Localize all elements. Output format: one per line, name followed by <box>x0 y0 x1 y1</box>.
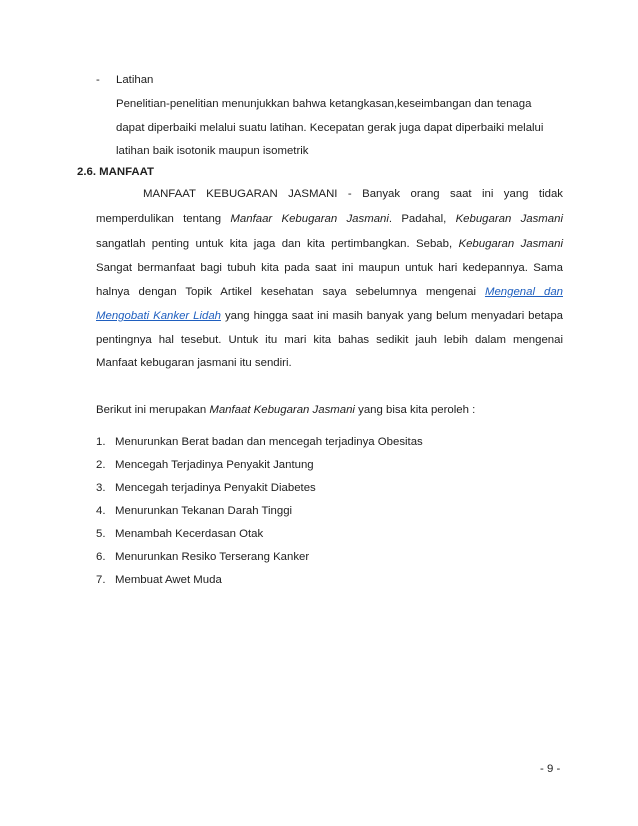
list-number: 5. <box>96 528 106 540</box>
list-item <box>96 459 314 471</box>
list-item <box>96 528 263 540</box>
list-text: Menurunkan Tekanan Darah Tinggi <box>115 505 293 517</box>
list-intro <box>96 404 475 416</box>
latihan-line-2: dapat diperbaiki melalui suatu latihan. Kecepatan gerak juga dapat diperbaiki melalui <box>116 122 544 134</box>
list-text: Menambah Kecerdasan Otak <box>115 528 264 540</box>
para-line-4: Sangat bermanfaat bagi tubuh kita pada saat ini maupun untuk hari kedepannya. Sama <box>96 262 563 274</box>
intro-text: Berikut ini merupakan <box>96 404 210 416</box>
list-item <box>96 505 292 517</box>
list-number: 3. <box>96 482 106 494</box>
para-line-1: MANFAAT KEBUGARAN JASMANI - Banyak orang saat ini yang tidak <box>143 188 563 200</box>
bullet-dash: - <box>96 74 100 86</box>
para-text: memperdulikan tentang <box>96 213 231 225</box>
para-line-2 <box>96 213 563 225</box>
para-line-7: pentingnya hal tesebut. Untuk itu mari kita bahas sedikit jauh lebih dalam mengenai <box>96 334 563 346</box>
list-text: Mencegah Terjadinya Penyakit Jantung <box>115 459 314 471</box>
latihan-line-3: latihan baik isotonik maupun isometrik <box>116 145 309 157</box>
latihan-line-1: Penelitian-penelitian menunjukkan bahwa ketangkasan,keseimbangan dan tenaga <box>116 98 532 110</box>
page-number: - 9 - <box>540 763 561 775</box>
para-line-6 <box>96 310 563 322</box>
intro-emphasis: Manfaat Kebugaran Jasmani <box>209 404 355 416</box>
intro-text: yang bisa kita peroleh : <box>354 404 476 416</box>
list-number: 2. <box>96 459 106 471</box>
article-link-part-1[interactable]: Mengenal dan <box>484 286 563 298</box>
list-text: Mencegah terjadinya Penyakit Diabetes <box>115 482 316 494</box>
list-number: 6. <box>96 551 106 563</box>
para-line-3 <box>96 238 563 250</box>
para-text: halnya dengan Topik Artikel kesehatan saya sebelumnya mengenai <box>96 286 485 298</box>
list-item <box>96 551 309 563</box>
list-text: Menurunkan Resiko Terserang Kanker <box>115 551 310 563</box>
section-heading: 2.6. MANFAAT <box>77 166 154 178</box>
para-text: . Padahal, <box>388 213 456 225</box>
para-emphasis: Kebugaran Jasmani <box>458 238 563 250</box>
list-item <box>96 482 316 494</box>
latihan-title: Latihan <box>116 74 154 86</box>
list-number: 7. <box>96 574 106 586</box>
list-item <box>96 436 423 448</box>
list-item <box>96 574 222 586</box>
para-emphasis: Manfaar Kebugaran Jasmani <box>230 213 389 225</box>
para-text: sangatlah penting untuk kita jaga dan kita pertimbangkan. Sebab, <box>96 238 459 250</box>
list-number: 4. <box>96 505 106 517</box>
list-number: 1. <box>96 436 106 448</box>
article-link-part-2[interactable]: Mengobati Kanker Lidah <box>96 310 222 322</box>
list-text: Menurunkan Berat badan dan mencegah terjadinya Obesitas <box>115 436 423 448</box>
para-text: yang hingga saat ini masih banyak yang belum menyadari betapa <box>221 310 563 322</box>
para-line-8: Manfaat kebugaran jasmani itu sendiri. <box>96 357 292 369</box>
para-emphasis: Kebugaran Jasmani <box>455 213 563 225</box>
list-text: Membuat Awet Muda <box>115 574 222 586</box>
para-line-5 <box>96 286 563 298</box>
